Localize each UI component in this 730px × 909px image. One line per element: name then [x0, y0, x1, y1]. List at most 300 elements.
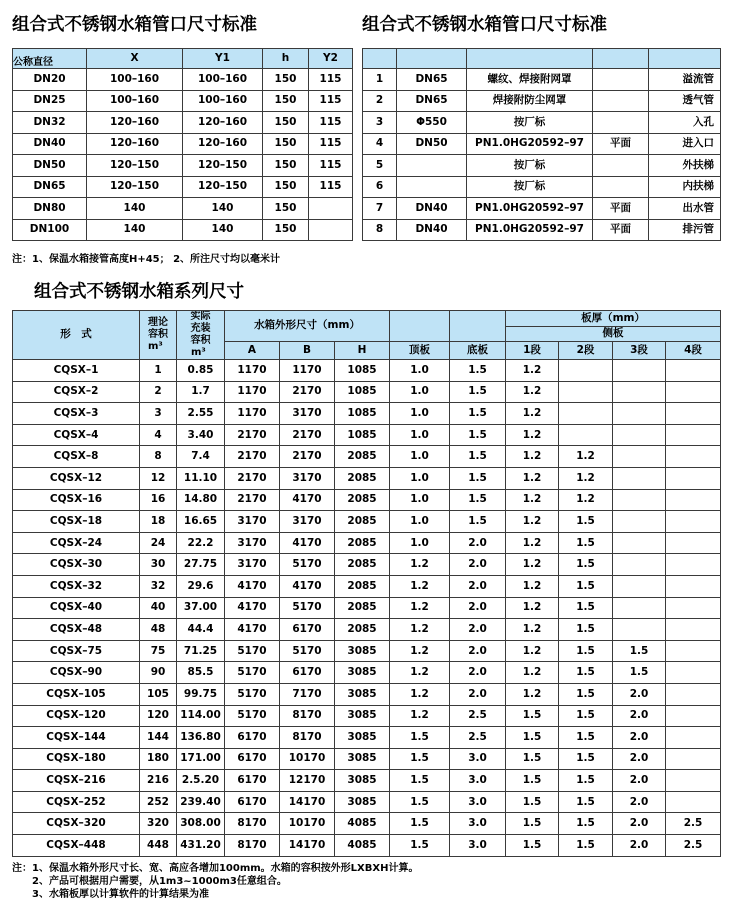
- series-table-cell: 1085: [335, 360, 390, 382]
- series-table-cell: 3085: [335, 683, 390, 705]
- series-table-cell: 180: [140, 748, 177, 770]
- fitting-table-cell: 排污管: [649, 219, 721, 241]
- series-table-cell: 308.00: [177, 813, 225, 835]
- series-table-cell: 1: [140, 360, 177, 382]
- series-table-cell: 3170: [280, 403, 335, 425]
- series-table-cell: 5170: [225, 705, 280, 727]
- pipe-table-cell: 120–150: [183, 155, 263, 177]
- series-table-cell: [613, 554, 666, 576]
- series-table-cell: CQSX–2: [13, 381, 140, 403]
- series-table-cell: 3170: [225, 532, 280, 554]
- series-table-cell: 8: [140, 446, 177, 468]
- series-table-cell: [666, 791, 721, 813]
- series-size-table: [12, 310, 721, 857]
- series-table-cell: 3085: [335, 727, 390, 749]
- series-table-cell: 10170: [280, 813, 335, 835]
- series-table-cell: 1.5: [450, 489, 506, 511]
- pipe-table-cell: 120–160: [87, 133, 183, 155]
- header-side-plate: 侧板: [506, 327, 721, 341]
- header-empty: [450, 311, 506, 342]
- header-column: 底板: [450, 341, 506, 359]
- series-table-cell: 1.7: [177, 381, 225, 403]
- series-table-cell: 44.4: [177, 619, 225, 641]
- series-table-cell: 14170: [280, 791, 335, 813]
- pipe-table-cell: 140: [87, 198, 183, 220]
- table-row: [13, 748, 721, 770]
- series-table-cell: 1.5: [559, 683, 613, 705]
- series-table-cell: CQSX–252: [13, 791, 140, 813]
- table-row: [363, 90, 721, 112]
- series-table-cell: 6170: [225, 791, 280, 813]
- series-table-cell: [613, 403, 666, 425]
- pipe-table-header-cell: Y2: [309, 49, 353, 69]
- series-table-cell: CQSX–320: [13, 813, 140, 835]
- series-table-cell: [666, 770, 721, 792]
- series-table-cell: 16: [140, 489, 177, 511]
- fitting-table-cell: [397, 155, 467, 177]
- pipe-table-cell: 120–150: [87, 155, 183, 177]
- pipe-table-cell: DN100: [13, 219, 87, 241]
- series-table-cell: [613, 619, 666, 641]
- series-table-cell: 10170: [280, 748, 335, 770]
- pipe-table-header-cell: h: [263, 49, 309, 69]
- series-table-cell: 1.2: [559, 489, 613, 511]
- series-table-cell: CQSX–75: [13, 640, 140, 662]
- series-table-cell: [666, 619, 721, 641]
- series-table-cell: 239.40: [177, 791, 225, 813]
- series-table-cell: CQSX–3: [13, 403, 140, 425]
- fitting-table-cell: DN65: [397, 90, 467, 112]
- series-table-cell: 1170: [225, 381, 280, 403]
- series-table-cell: 2170: [225, 489, 280, 511]
- table-row: [13, 467, 721, 489]
- series-table-cell: 1.5: [390, 770, 450, 792]
- pipe-table-cell: [309, 219, 353, 241]
- pipe-table-cell: 100–160: [183, 69, 263, 91]
- note-series-2: 2、产品可根据用户需要，从1m3~1000m3任意组合。: [32, 876, 287, 887]
- series-table-cell: 448: [140, 835, 177, 857]
- series-table-cell: 2.0: [613, 813, 666, 835]
- pipe-table-cell: 140: [87, 219, 183, 241]
- series-table-cell: 1.5: [450, 446, 506, 468]
- series-table-cell: 1.2: [390, 619, 450, 641]
- pipe-table-cell: DN40: [13, 133, 87, 155]
- header-column: 3段: [613, 341, 666, 359]
- pipe-table-cell: 120–150: [183, 176, 263, 198]
- fitting-table-cell: 进入口: [649, 133, 721, 155]
- series-table-cell: 2085: [335, 575, 390, 597]
- table-row: [13, 683, 721, 705]
- series-table-cell: 2.5: [666, 813, 721, 835]
- fitting-table-cell: DN50: [397, 133, 467, 155]
- series-table-cell: CQSX–16: [13, 489, 140, 511]
- series-table-cell: 114.00: [177, 705, 225, 727]
- series-table-cell: 2: [140, 381, 177, 403]
- fitting-table-cell: 透气管: [649, 90, 721, 112]
- series-table-cell: [613, 467, 666, 489]
- header-dimensions: 水箱外形尺寸（mm）: [225, 311, 390, 342]
- series-table-cell: 22.2: [177, 532, 225, 554]
- series-table-cell: 14.80: [177, 489, 225, 511]
- series-table-cell: 3170: [280, 467, 335, 489]
- series-table-cell: [613, 489, 666, 511]
- pipe-table-cell: 100–160: [183, 90, 263, 112]
- series-table-cell: 2.0: [450, 619, 506, 641]
- series-table-cell: 2085: [335, 597, 390, 619]
- fitting-table-cell: 按厂标: [467, 155, 593, 177]
- series-table-cell: 1.2: [390, 683, 450, 705]
- series-table-cell: [666, 446, 721, 468]
- series-table-cell: 2.5: [666, 835, 721, 857]
- fitting-table-cell: [397, 176, 467, 198]
- series-table-cell: 12170: [280, 770, 335, 792]
- series-table-cell: 1.5: [559, 532, 613, 554]
- series-table-cell: 2.0: [450, 532, 506, 554]
- pipe-table-cell: 100–160: [87, 90, 183, 112]
- series-table-cell: 2.0: [450, 662, 506, 684]
- table-row: [13, 112, 353, 134]
- series-table-cell: CQSX–8: [13, 446, 140, 468]
- fitting-table-header-cell: [593, 49, 649, 69]
- series-table-cell: 2170: [280, 446, 335, 468]
- pipe-table-cell: 120–160: [183, 133, 263, 155]
- series-table-cell: 5170: [225, 662, 280, 684]
- series-table-cell: 1.2: [559, 446, 613, 468]
- series-table-cell: CQSX–40: [13, 597, 140, 619]
- series-table-cell: [613, 424, 666, 446]
- series-table-cell: 1.2: [506, 489, 559, 511]
- series-table-cell: 2.0: [450, 575, 506, 597]
- series-table-cell: 5170: [280, 554, 335, 576]
- series-table-cell: 2.0: [613, 727, 666, 749]
- pipe-table-cell: 150: [263, 112, 309, 134]
- fitting-table-cell: 3: [363, 112, 397, 134]
- series-table-cell: [666, 727, 721, 749]
- table-row: [363, 155, 721, 177]
- header-actual-capacity: [177, 311, 225, 360]
- table-row: [13, 835, 721, 857]
- fitting-table-header-cell: [363, 49, 397, 69]
- series-table-cell: 1.2: [506, 403, 559, 425]
- series-table-cell: 1.5: [559, 705, 613, 727]
- series-table-cell: 2085: [335, 467, 390, 489]
- series-table-cell: [666, 597, 721, 619]
- series-table-cell: 1.5: [390, 748, 450, 770]
- pipe-table-cell: 150: [263, 176, 309, 198]
- series-table-cell: 3085: [335, 791, 390, 813]
- fitting-table-header-cell: [397, 49, 467, 69]
- series-table-cell: 1.2: [506, 640, 559, 662]
- fitting-table-cell: 1: [363, 69, 397, 91]
- series-table-cell: 5170: [225, 683, 280, 705]
- table-row: [13, 532, 721, 554]
- series-table-cell: [666, 575, 721, 597]
- series-table-cell: 252: [140, 791, 177, 813]
- series-table-cell: 1.2: [506, 446, 559, 468]
- series-table-cell: 4: [140, 424, 177, 446]
- series-table-cell: 1.5: [559, 640, 613, 662]
- table-row: [13, 155, 353, 177]
- pipe-table-cell: 150: [263, 198, 309, 220]
- series-table-cell: CQSX–448: [13, 835, 140, 857]
- series-table-cell: CQSX–105: [13, 683, 140, 705]
- table-row: [363, 133, 721, 155]
- series-table-cell: 1.5: [450, 467, 506, 489]
- series-table-cell: 90: [140, 662, 177, 684]
- fitting-table-cell: 入孔: [649, 112, 721, 134]
- fitting-table-cell: DN40: [397, 219, 467, 241]
- series-table-cell: 1.5: [390, 835, 450, 857]
- series-table-cell: 1.5: [450, 424, 506, 446]
- series-table-cell: 3.0: [450, 770, 506, 792]
- table-row: [363, 69, 721, 91]
- header-column: 2段: [559, 341, 613, 359]
- fitting-table-cell: 内扶梯: [649, 176, 721, 198]
- series-table-cell: CQSX–48: [13, 619, 140, 641]
- series-table-cell: CQSX–30: [13, 554, 140, 576]
- series-table-cell: CQSX–12: [13, 467, 140, 489]
- header-column: H: [335, 341, 390, 359]
- series-table-cell: 2085: [335, 619, 390, 641]
- series-table-cell: 1.2: [390, 575, 450, 597]
- series-table-cell: 4085: [335, 813, 390, 835]
- table-row: [363, 176, 721, 198]
- series-table-cell: 1.0: [390, 489, 450, 511]
- series-table-cell: 29.6: [177, 575, 225, 597]
- series-table-cell: 1.5: [559, 554, 613, 576]
- series-table-cell: 12: [140, 467, 177, 489]
- series-table-cell: 8170: [225, 835, 280, 857]
- table-row: [13, 813, 721, 835]
- fitting-table-cell: 焊接附防尘网罩: [467, 90, 593, 112]
- table-row: [13, 489, 721, 511]
- series-table-cell: 1.5: [559, 835, 613, 857]
- series-table-cell: [666, 467, 721, 489]
- fitting-table-cell: 4: [363, 133, 397, 155]
- pipe-table-cell: DN65: [13, 176, 87, 198]
- series-table-cell: 1.2: [506, 597, 559, 619]
- series-table-cell: 1.2: [506, 467, 559, 489]
- series-table-cell: 2.0: [450, 597, 506, 619]
- series-table-cell: CQSX–216: [13, 770, 140, 792]
- series-table-cell: 99.75: [177, 683, 225, 705]
- series-table-cell: [666, 748, 721, 770]
- table-row: [13, 705, 721, 727]
- fitting-table-cell: [593, 112, 649, 134]
- series-table-cell: 1.5: [450, 381, 506, 403]
- series-table-cell: [559, 360, 613, 382]
- header-actual-capacity-label: 实际充装容积: [190, 311, 211, 346]
- series-table-cell: 1.2: [506, 532, 559, 554]
- series-table-cell: 3170: [225, 554, 280, 576]
- series-table-cell: 2170: [225, 467, 280, 489]
- fitting-table-cell: 出水管: [649, 198, 721, 220]
- pipe-table-cell: 140: [183, 198, 263, 220]
- table-row: [13, 219, 353, 241]
- table-row: [13, 770, 721, 792]
- series-table-cell: [666, 360, 721, 382]
- series-table-cell: 1.5: [506, 835, 559, 857]
- table-row: [13, 640, 721, 662]
- series-table-cell: [613, 511, 666, 533]
- series-table-cell: 2.5: [450, 727, 506, 749]
- series-table-cell: 1.0: [390, 446, 450, 468]
- series-table-cell: 1.2: [390, 640, 450, 662]
- series-table-cell: 30: [140, 554, 177, 576]
- series-table-cell: 3: [140, 403, 177, 425]
- table-row: [363, 198, 721, 220]
- series-table-cell: 4085: [335, 835, 390, 857]
- series-table-cell: 1.5: [559, 813, 613, 835]
- table-row: [13, 424, 721, 446]
- fitting-table-cell: [593, 176, 649, 198]
- pipe-table-cell: 150: [263, 155, 309, 177]
- series-table-cell: 1.0: [390, 511, 450, 533]
- series-table-cell: 105: [140, 683, 177, 705]
- series-table-cell: 6170: [225, 748, 280, 770]
- series-table-cell: CQSX–1: [13, 360, 140, 382]
- table-row: [13, 511, 721, 533]
- fitting-table-cell: 螺纹、焊接附网罩: [467, 69, 593, 91]
- fitting-table-cell: 按厂标: [467, 112, 593, 134]
- series-table-cell: 5170: [225, 640, 280, 662]
- series-table-cell: 3.40: [177, 424, 225, 446]
- series-table-cell: 1.2: [390, 705, 450, 727]
- header-column: B: [280, 341, 335, 359]
- series-table-cell: 1.5: [506, 705, 559, 727]
- series-table-cell: 1.5: [506, 791, 559, 813]
- table-row: [13, 554, 721, 576]
- series-table-cell: 6170: [280, 662, 335, 684]
- series-table-cell: 32: [140, 575, 177, 597]
- pipe-table-cell: 115: [309, 69, 353, 91]
- series-table-cell: [613, 532, 666, 554]
- series-table-cell: CQSX–180: [13, 748, 140, 770]
- series-table-cell: 1.2: [506, 619, 559, 641]
- series-table-cell: 1.2: [506, 424, 559, 446]
- series-table-cell: 2085: [335, 511, 390, 533]
- header-column: 顶板: [390, 341, 450, 359]
- series-table-cell: 1.2: [390, 597, 450, 619]
- series-table-cell: [613, 446, 666, 468]
- table-row: [13, 381, 721, 403]
- header-form: 形 式: [13, 311, 140, 360]
- fitting-table-cell: Φ550: [397, 112, 467, 134]
- series-table-cell: [666, 403, 721, 425]
- series-table-cell: [666, 489, 721, 511]
- fitting-table-cell: PN1.0HG20592–97: [467, 133, 593, 155]
- series-table-cell: 1085: [335, 424, 390, 446]
- fitting-table-cell: 2: [363, 90, 397, 112]
- series-table-cell: 1170: [280, 360, 335, 382]
- fitting-table-cell: DN40: [397, 198, 467, 220]
- series-table-cell: 85.5: [177, 662, 225, 684]
- pipe-table-cell: 115: [309, 133, 353, 155]
- header-unit: m³: [191, 347, 206, 358]
- series-table-cell: 2170: [280, 424, 335, 446]
- series-table-cell: [666, 640, 721, 662]
- series-table-cell: 2.0: [613, 748, 666, 770]
- table-row: [13, 619, 721, 641]
- series-table-cell: 1.2: [390, 662, 450, 684]
- pipe-fitting-table: [362, 48, 721, 241]
- series-table-cell: 3.0: [450, 748, 506, 770]
- series-table-cell: 1.0: [390, 360, 450, 382]
- series-table-cell: 3.0: [450, 813, 506, 835]
- pipe-table-cell: 150: [263, 219, 309, 241]
- pipe-table-cell: 100–160: [87, 69, 183, 91]
- series-table-cell: 2170: [225, 446, 280, 468]
- pipe-size-table: [12, 48, 353, 241]
- series-table-cell: 2.0: [613, 835, 666, 857]
- pipe-table-cell: 150: [263, 133, 309, 155]
- series-table-cell: [666, 705, 721, 727]
- fitting-table-cell: 平面: [593, 219, 649, 241]
- table-row: [13, 198, 353, 220]
- series-table-cell: 1.2: [506, 554, 559, 576]
- series-table-cell: CQSX–144: [13, 727, 140, 749]
- series-table-cell: 2.5.20: [177, 770, 225, 792]
- series-table-cell: 1085: [335, 381, 390, 403]
- series-table-cell: 1.5: [506, 727, 559, 749]
- series-table-cell: 40: [140, 597, 177, 619]
- series-table-cell: CQSX–4: [13, 424, 140, 446]
- series-table-cell: 18: [140, 511, 177, 533]
- series-table-cell: 2085: [335, 446, 390, 468]
- header-plate-thickness: 板厚（mm）: [506, 311, 721, 327]
- header-column: 1段: [506, 341, 559, 359]
- series-table-cell: 2085: [335, 532, 390, 554]
- series-table-cell: 1.5: [506, 748, 559, 770]
- table-row: [13, 727, 721, 749]
- pipe-table-cell: 115: [309, 155, 353, 177]
- series-table-cell: 1170: [225, 403, 280, 425]
- series-table-cell: 1.2: [506, 662, 559, 684]
- pipe-table-cell: DN80: [13, 198, 87, 220]
- series-table-cell: 27.75: [177, 554, 225, 576]
- fitting-table-cell: [593, 155, 649, 177]
- series-table-cell: [613, 360, 666, 382]
- series-table-cell: 1.5: [506, 813, 559, 835]
- series-table-cell: 1.5: [390, 791, 450, 813]
- series-table-cell: 2.5: [450, 705, 506, 727]
- note-series-1: 注：1、保温水箱外形尺寸长、宽、高应各增加100mm。水箱的容积按外形LXBXH计算。: [12, 863, 419, 874]
- series-table-cell: 71.25: [177, 640, 225, 662]
- series-table-cell: 16.65: [177, 511, 225, 533]
- series-table-cell: 4170: [225, 597, 280, 619]
- series-table-cell: 216: [140, 770, 177, 792]
- series-table-cell: 144: [140, 727, 177, 749]
- series-table-cell: CQSX–90: [13, 662, 140, 684]
- series-table-cell: [666, 662, 721, 684]
- series-table-cell: 171.00: [177, 748, 225, 770]
- pipe-table-cell: 150: [263, 69, 309, 91]
- fitting-table-cell: 按厂标: [467, 176, 593, 198]
- pipe-table-cell: DN20: [13, 69, 87, 91]
- pipe-table-cell: 120–150: [87, 176, 183, 198]
- title-series-size: 组合式不锈钢水箱系列尺寸: [34, 282, 244, 302]
- series-table-cell: 2085: [335, 489, 390, 511]
- series-table-cell: 3085: [335, 662, 390, 684]
- series-table-cell: CQSX–32: [13, 575, 140, 597]
- series-table-cell: [613, 381, 666, 403]
- table-row: [13, 791, 721, 813]
- series-table-cell: 2170: [280, 381, 335, 403]
- series-table-cell: 120: [140, 705, 177, 727]
- series-table-cell: CQSX–120: [13, 705, 140, 727]
- pipe-table-cell: 120–160: [87, 112, 183, 134]
- series-table-cell: 1.5: [559, 575, 613, 597]
